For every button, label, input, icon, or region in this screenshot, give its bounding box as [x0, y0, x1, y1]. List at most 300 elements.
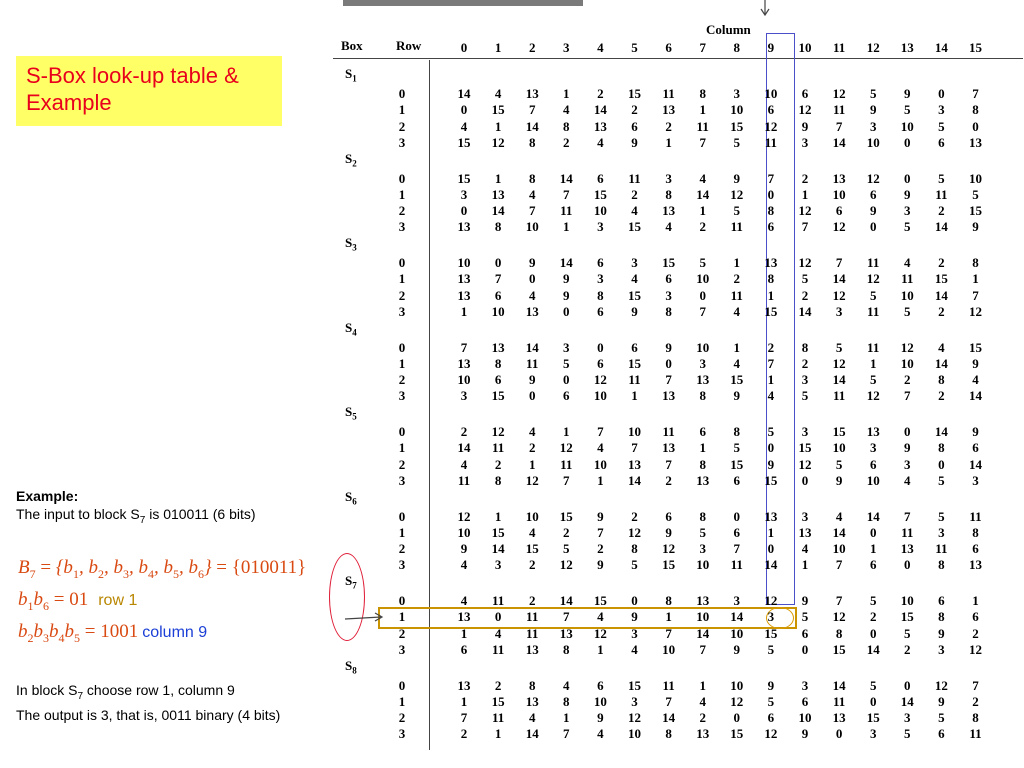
sbox-cell: 7: [972, 86, 979, 101]
sbox-cell: 0: [904, 677, 911, 693]
sbox-cell: 3: [460, 186, 468, 202]
sbox-cell: 6: [699, 424, 706, 439]
sbox-cell: 3: [631, 255, 638, 270]
sbox-cell: 3: [869, 440, 877, 456]
sbox-cell: 8: [494, 219, 502, 235]
sbox-cell: 10: [866, 472, 880, 488]
sbox-cell: 13: [628, 456, 641, 472]
header-rule: [333, 58, 1023, 59]
sbox-cell: 1: [460, 625, 468, 641]
sbox-cell: 14: [764, 557, 778, 573]
sbox-label-s8: $S_8$: [345, 657, 357, 676]
sbox-cell: 15: [934, 271, 948, 287]
sbox-cell: 4: [631, 641, 638, 657]
sbox-cell: 5: [563, 541, 570, 557]
column-header-7: 7: [699, 40, 706, 55]
sbox-cell: 7: [767, 355, 775, 371]
sbox-cell: 9: [767, 456, 775, 472]
row-column-rule: [429, 60, 430, 750]
sbox-cell: 4: [972, 372, 979, 388]
sbox-cell: 2: [938, 255, 945, 270]
sbox-cell: 0: [869, 693, 877, 709]
sbox-cell: 1: [460, 693, 468, 709]
sbox-cell: 5: [801, 609, 809, 625]
sbox-cell: 9: [733, 641, 741, 657]
sbox-label-s6: $S_6$: [345, 488, 357, 507]
sbox-cell: 0: [528, 271, 536, 287]
sbox-label-s2: $S_2$: [345, 150, 357, 169]
sbox-cell: 1: [699, 440, 706, 456]
sbox-cell: 12: [866, 170, 880, 186]
sbox-cell: 12: [730, 186, 744, 202]
sbox-cell: 13: [832, 170, 846, 186]
sbox-cell: 2: [528, 557, 536, 573]
sbox-cell: 10: [525, 219, 539, 235]
sbox-cell: 9: [801, 593, 809, 608]
row-label: 3: [398, 641, 406, 657]
sbox-cell: 6: [767, 710, 775, 726]
sbox-cell: 2: [938, 303, 945, 319]
sbox-cell: 3: [699, 355, 706, 371]
sbox-cell: 4: [631, 203, 638, 219]
sbox-cell: 4: [733, 355, 741, 371]
sbox-cell: 5: [563, 355, 570, 371]
sbox-cell: 2: [528, 440, 536, 456]
sbox-cell: 4: [563, 102, 570, 118]
sbox-cell: 4: [631, 271, 638, 287]
sbox-cell: 6: [494, 372, 502, 388]
sbox-cell: 15: [900, 609, 914, 625]
column-header-8: 8: [733, 40, 741, 55]
sbox-cell: 15: [730, 726, 744, 742]
sbox-cell: 5: [904, 726, 911, 742]
sbox-cell: 3: [631, 693, 638, 709]
sbox-cell: 13: [764, 255, 778, 270]
sbox-cell: 7: [699, 134, 706, 150]
sbox-cell: 12: [457, 508, 471, 524]
sbox-cell: 6: [631, 339, 638, 355]
sbox-cell: 3: [869, 726, 877, 742]
sbox-cell: 15: [593, 186, 607, 202]
sbox-cell: 4: [597, 134, 604, 150]
sbox-cell: 4: [597, 609, 604, 625]
sbox-cell: 10: [696, 339, 710, 355]
sbox-cell: 9: [563, 287, 570, 303]
sbox-cell: 8: [767, 271, 775, 287]
sbox-cell: 7: [835, 118, 843, 134]
sbox-cell: 8: [972, 102, 979, 118]
sbox-cell: 15: [969, 339, 982, 355]
sbox-cell: 15: [559, 508, 573, 524]
column-header-6: 6: [665, 40, 672, 55]
sbox-cell: 11: [662, 677, 675, 693]
sbox-cell: 1: [972, 271, 979, 287]
sbox-cell: 7: [767, 170, 775, 186]
sbox-cell: 4: [699, 170, 706, 186]
sbox-cell: 13: [525, 693, 539, 709]
row-label: 0: [398, 255, 406, 270]
sbox-cell: 11: [935, 186, 948, 202]
sbox-cell: 11: [696, 118, 709, 134]
column-pointer-arrow-icon: [755, 0, 775, 18]
sbox-cell: 5: [869, 677, 877, 693]
sbox-cell: 1: [699, 677, 706, 693]
sbox-cell: 14: [832, 524, 846, 540]
sbox-cell: 14: [832, 271, 846, 287]
sbox-cell: 4: [597, 726, 604, 742]
sbox-cell: 0: [904, 557, 911, 573]
sbox-cell: 3: [938, 641, 945, 657]
sbox-cell: 6: [494, 287, 502, 303]
sbox-cell: 1: [801, 557, 809, 573]
sbox-cell: 2: [563, 524, 570, 540]
sbox-cell: 11: [901, 271, 914, 287]
sbox-cell: 13: [696, 472, 710, 488]
sbox-cell: 2: [460, 424, 468, 439]
sbox-cell: 0: [563, 303, 570, 319]
sbox-cell: 11: [526, 609, 539, 625]
sbox-cell: 9: [563, 271, 570, 287]
sbox-cell: 2: [597, 86, 604, 101]
sbox-cell: 0: [869, 625, 877, 641]
sbox-cell: 14: [457, 86, 471, 101]
conclusion-sub: 7: [77, 690, 84, 702]
column-note: column 9: [142, 624, 208, 641]
sbox-cell: 1: [494, 118, 502, 134]
sbox-cell: 0: [801, 472, 809, 488]
sbox-cell: 12: [969, 303, 982, 319]
sbox-cell: 7: [835, 255, 843, 270]
sbox-cell: 15: [628, 287, 641, 303]
row-label: 1: [398, 524, 406, 540]
row-label: 0: [398, 339, 406, 355]
sbox-cell: 9: [597, 557, 604, 573]
sbox-cell: 6: [767, 219, 775, 235]
sbox-cell: 13: [525, 86, 539, 101]
sbox-cell: 3: [904, 203, 911, 219]
sbox-cell: 0: [972, 118, 979, 134]
sbox-cell: 3: [460, 388, 468, 404]
sbox-cell: 8: [665, 186, 672, 202]
sbox-cell: 9: [801, 118, 809, 134]
sbox-cell: 6: [869, 557, 877, 573]
sbox-cell: 7: [733, 541, 741, 557]
sbox-cell: 5: [938, 508, 945, 524]
row-label: 0: [398, 424, 406, 439]
sbox-cell: 8: [767, 203, 775, 219]
sbox-cell: 9: [801, 726, 809, 742]
sbox-cell: 5: [904, 219, 911, 235]
sbox-cell: 4: [563, 677, 570, 693]
sbox-cell: 6: [597, 677, 604, 693]
sbox-cell: 6: [938, 726, 945, 742]
sbox-cell: 11: [628, 170, 641, 186]
sbox-cell: 14: [525, 118, 539, 134]
sbox-cell: 7: [665, 456, 672, 472]
sbox-cell: 4: [699, 693, 706, 709]
sbox-cell: 0: [631, 593, 638, 608]
sbox-cell: 13: [457, 219, 471, 235]
sbox-cell: 4: [528, 424, 536, 439]
sbox-cell: 10: [798, 710, 812, 726]
equation-column: $b_2b_3b_4b_5 = 1001$ column 9: [18, 621, 208, 645]
sbox-cell: 11: [764, 134, 778, 150]
sbox-cell: 7: [597, 424, 604, 439]
row-label: 1: [398, 440, 406, 456]
sbox-cell: 2: [767, 339, 775, 355]
sbox-cell: 4: [904, 472, 911, 488]
sbox-cell: 10: [969, 170, 982, 186]
slide-title-box: [16, 56, 282, 126]
sbox-cell: 10: [900, 118, 914, 134]
sbox-cell: 12: [798, 456, 812, 472]
sbox-cell: 4: [597, 440, 604, 456]
sbox-cell: 5: [869, 593, 877, 608]
sbox-cell: 0: [869, 219, 877, 235]
sbox-cell: 14: [696, 186, 710, 202]
sbox-cell: 0: [767, 541, 775, 557]
sbox-cell: 13: [525, 641, 539, 657]
sbox-cell: 15: [798, 440, 812, 456]
row-label: 3: [398, 134, 406, 150]
sbox-cell: 12: [559, 440, 573, 456]
sbox-cell: 14: [525, 726, 539, 742]
example-input-prefix: The input to block S: [16, 506, 140, 522]
sbox-cell: 10: [593, 388, 607, 404]
sbox-cell: 8: [938, 440, 945, 456]
sbox-cell: 2: [801, 170, 809, 186]
sbox-cell: 3: [869, 118, 877, 134]
sbox-cell: 14: [593, 102, 607, 118]
sbox-cell: 14: [866, 641, 880, 657]
sbox-cell: 10: [593, 203, 607, 219]
sbox-cell: 14: [866, 508, 880, 524]
sbox-cell: 10: [593, 456, 607, 472]
sbox-cell: 7: [972, 677, 979, 693]
sbox-cell: 2: [665, 472, 672, 488]
row-label: 1: [398, 271, 406, 287]
sbox-cell: 10: [593, 693, 607, 709]
sbox-cell: 15: [628, 219, 641, 235]
sbox-cell: 2: [528, 593, 536, 608]
sbox-cell: 13: [900, 541, 914, 557]
sbox-cell: 10: [491, 303, 505, 319]
sbox-cell: 2: [904, 641, 911, 657]
sbox-cell: 0: [733, 710, 741, 726]
sbox-cell: 1: [597, 641, 604, 657]
sbox-cell: 13: [832, 710, 846, 726]
sbox-cell: 6: [631, 118, 638, 134]
sbox-cell: 15: [730, 372, 744, 388]
sbox-cell: 7: [835, 593, 843, 608]
sbox-cell: 3: [801, 508, 809, 524]
sbox-cell: 11: [491, 593, 505, 608]
sbox-cell: 7: [665, 693, 672, 709]
sbox-cell: 0: [733, 508, 741, 524]
sbox-cell: 9: [597, 508, 604, 524]
sbox-cell: 2: [904, 372, 911, 388]
sbox-cell: 4: [665, 219, 672, 235]
sbox-cell: 7: [563, 726, 570, 742]
column-header-1: 1: [494, 40, 502, 55]
sbox-cell: 12: [559, 557, 573, 573]
sbox-cell: 13: [491, 186, 505, 202]
sbox-cell: 5: [938, 118, 945, 134]
sbox-cell: 4: [938, 339, 945, 355]
sbox-cell: 4: [528, 524, 536, 540]
sbox-cell: 2: [733, 271, 741, 287]
sbox-cell: 9: [972, 355, 979, 371]
sbox-cell: 5: [938, 170, 945, 186]
sbox-cell: 11: [867, 339, 880, 355]
sbox-cell: 6: [597, 170, 604, 186]
sbox-cell: 10: [457, 524, 471, 540]
sbox-cell: 8: [938, 609, 945, 625]
sbox-cell: 11: [867, 255, 880, 270]
sbox-cell: 9: [665, 339, 672, 355]
row-pointer-arrow-icon: [343, 610, 387, 624]
scan-top-edge: [343, 0, 583, 6]
sbox-cell: 1: [869, 541, 877, 557]
sbox-cell: 8: [699, 388, 706, 404]
sbox-cell: 14: [969, 388, 982, 404]
sbox-cell: 5: [835, 339, 843, 355]
sbox-cell: 12: [764, 593, 778, 608]
sbox-cell: 0: [767, 186, 775, 202]
row-label: 0: [398, 677, 406, 693]
sbox-cell: 11: [867, 303, 880, 319]
sbox-cell: 13: [457, 677, 471, 693]
sbox-cell: 3: [904, 456, 911, 472]
sbox-cell: 12: [491, 134, 505, 150]
sbox-cell: 0: [801, 641, 809, 657]
sbox-cell: 10: [900, 355, 914, 371]
sbox-cell: 10: [866, 134, 880, 150]
sbox-cell: 10: [764, 86, 778, 101]
sbox-label-s3: $S_3$: [345, 235, 357, 253]
sbox-cell: 7: [563, 609, 570, 625]
sbox-cell: 8: [494, 355, 502, 371]
example-input-sub: 7: [139, 514, 146, 526]
sbox-cell: 8: [938, 372, 945, 388]
sbox-cell: 15: [628, 355, 641, 371]
sbox-cell: 13: [764, 508, 778, 524]
sbox-cell: 15: [730, 118, 744, 134]
sbox-cell: 4: [528, 710, 536, 726]
sbox-cell: 0: [904, 424, 911, 439]
sbox-cell: 0: [460, 203, 468, 219]
sbox-cell: 10: [628, 424, 641, 439]
sbox-cell: 12: [628, 710, 641, 726]
header-box: Box: [341, 38, 363, 53]
row-label: 0: [398, 86, 406, 101]
sbox-cell: 7: [904, 388, 911, 404]
sbox-cell: 0: [460, 102, 468, 118]
sbox-cell: 13: [969, 557, 982, 573]
sbox-cell: 8: [665, 593, 672, 608]
sbox-cell: 12: [832, 287, 846, 303]
sbox-cell: 15: [662, 255, 676, 270]
sbox-cell: 3: [665, 287, 672, 303]
sbox-cell: 11: [560, 203, 573, 219]
row-label: 0: [398, 170, 406, 186]
sbox-cell: 14: [832, 134, 846, 150]
example-input-suffix: is 010011 (6 bits): [145, 506, 256, 522]
sbox-cell: 1: [563, 710, 570, 726]
row-label: 2: [398, 203, 406, 219]
sbox-cell: 4: [733, 303, 741, 319]
sbox-cell: 2: [699, 710, 706, 726]
sbox-cell: 1: [563, 219, 570, 235]
sbox-cell: 7: [528, 102, 536, 118]
sbox-cell: 12: [491, 424, 505, 439]
sbox-cell: 14: [662, 710, 676, 726]
sbox-cell: 8: [972, 524, 979, 540]
sbox-cell: 11: [662, 424, 675, 439]
sbox-cell: 1: [972, 593, 979, 608]
sbox-cell: 5: [767, 693, 775, 709]
row-label: 2: [398, 541, 406, 557]
sbox-cell: 7: [528, 203, 536, 219]
sbox-cell: 1: [665, 609, 672, 625]
sbox-cell: 8: [699, 508, 706, 524]
sbox-cell: 6: [597, 255, 604, 270]
sbox-cell: 13: [662, 203, 676, 219]
row-label: 3: [398, 303, 406, 319]
sbox-cell: 5: [767, 641, 775, 657]
sbox-cell: 8: [972, 710, 979, 726]
sbox-cell: 9: [665, 524, 672, 540]
sbox-cell: 14: [969, 456, 982, 472]
sbox-cell: 14: [696, 625, 710, 641]
sbox-cell: 8: [528, 677, 536, 693]
row-label: 1: [398, 186, 406, 202]
sbox-cell: 12: [764, 726, 778, 742]
sbox-cell: 2: [801, 287, 809, 303]
sbox-cell: 11: [526, 355, 539, 371]
sbox-cell: 3: [904, 710, 911, 726]
sbox-cell: 4: [835, 508, 843, 524]
sbox-cell: 11: [662, 86, 675, 101]
sbox-cell: 4: [494, 86, 502, 101]
sbox-cell: 7: [631, 440, 638, 456]
sbox-cell: 8: [699, 86, 706, 101]
sbox-cell: 6: [938, 593, 945, 608]
sbox-cell: 12: [662, 541, 676, 557]
sbox-cell: 7: [699, 303, 706, 319]
header-row: Row: [396, 38, 422, 53]
sbox-cell: 14: [832, 677, 846, 693]
sbox-cell: 15: [491, 102, 505, 118]
row-label: 3: [398, 219, 406, 235]
sbox-cell: 10: [900, 593, 914, 608]
sbox-cell: 9: [869, 203, 877, 219]
sbox-cell: 9: [631, 134, 638, 150]
sbox-cell: 10: [696, 557, 710, 573]
column-header-4: 4: [597, 40, 604, 55]
column-header-9: 9: [767, 40, 775, 55]
sbox-cell: 15: [832, 424, 846, 439]
sbox-cell: 10: [832, 440, 846, 456]
sbox-cell: 2: [972, 625, 979, 641]
sbox-cell: 5: [767, 424, 775, 439]
sbox-cell: 5: [904, 303, 911, 319]
sbox-cell: 8: [699, 456, 706, 472]
conclusion-prefix: In block S: [16, 682, 78, 698]
sbox-cell: 8: [528, 170, 536, 186]
row-label: 2: [398, 710, 406, 726]
row-label: 1: [398, 609, 406, 625]
